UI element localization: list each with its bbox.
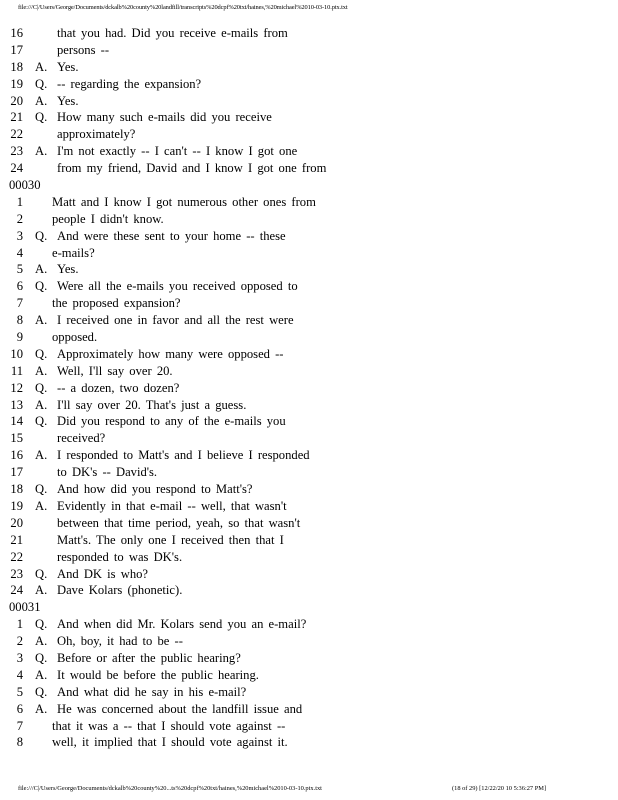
- speaker-label: A.: [35, 498, 48, 513]
- file-path-header: file:///C|/Users/George/Documents/dckalb%20county%20landfill/transcripts%20dcpf%20txt/haines,%20michael%2010-03-10.ptx.txt: [18, 4, 348, 11]
- line-text: responded to was DK's.: [57, 549, 183, 564]
- transcript-line: [0, 464, 618, 481]
- transcript-line: [0, 25, 618, 42]
- speaker-label: Q.: [35, 346, 48, 361]
- transcript-line: [0, 312, 618, 329]
- transcript-line: [0, 329, 618, 346]
- line-text: persons --: [57, 42, 110, 57]
- line-number: 20: [10, 93, 23, 108]
- line-text: -- regarding the expansion?: [57, 76, 202, 91]
- line-text: e-mails?: [52, 245, 95, 260]
- line-text: Were all the e-mails you received opposed to: [57, 279, 298, 294]
- speaker-label: A.: [35, 363, 48, 378]
- line-text: opposed.: [52, 330, 98, 345]
- page-marker: [0, 599, 618, 616]
- line-number: 8: [16, 735, 23, 750]
- page-footer: [18, 785, 598, 792]
- line-text: approximately?: [57, 127, 136, 142]
- transcript-line: [0, 701, 618, 718]
- speaker-label: Q.: [35, 414, 48, 429]
- line-number: 2: [16, 634, 23, 649]
- transcript-line: [0, 566, 618, 583]
- line-number: 13: [10, 397, 23, 412]
- transcript-line: [0, 718, 618, 735]
- line-number: 18: [10, 482, 23, 497]
- line-number: 18: [10, 59, 23, 74]
- line-text: I responded to Matt's and I believe I responded: [57, 448, 310, 463]
- speaker-label: A.: [35, 448, 48, 463]
- speaker-label: A.: [35, 59, 48, 74]
- line-text: the proposed expansion?: [52, 296, 181, 311]
- line-text: received?: [57, 431, 106, 446]
- line-text: It would be before the public hearing.: [57, 667, 259, 682]
- transcript-line: [0, 532, 618, 549]
- line-number: 12: [10, 380, 23, 395]
- transcript-line: [0, 447, 618, 464]
- line-number: 22: [10, 127, 23, 142]
- speaker-label: Q.: [35, 566, 48, 581]
- line-number: 9: [16, 330, 23, 345]
- line-text: well, it implied that I should vote against it.: [52, 735, 288, 750]
- line-text: And were these sent to your home -- these: [57, 228, 286, 243]
- transcript-line: [0, 245, 618, 262]
- line-number: 22: [10, 549, 23, 564]
- line-number: 1: [16, 194, 23, 209]
- line-number: 11: [10, 363, 23, 378]
- line-number: 7: [16, 718, 23, 733]
- line-number: 4: [16, 667, 23, 682]
- line-text: And DK is who?: [57, 566, 149, 581]
- line-text: from my friend, David and I know I got one from: [57, 161, 327, 176]
- transcript-line: [0, 633, 618, 650]
- transcript-line: [0, 734, 618, 751]
- line-number: 6: [16, 279, 23, 294]
- line-text: How many such e-mails did you receive: [57, 110, 272, 125]
- line-number: 1: [16, 617, 23, 632]
- line-text: Matt and I know I got numerous other ones from: [52, 194, 316, 209]
- line-text: And how did you respond to Matt's?: [57, 482, 253, 497]
- line-number: 21: [10, 532, 23, 547]
- line-number: 16: [10, 26, 23, 40]
- line-number: 6: [16, 701, 23, 716]
- speaker-label: Q.: [35, 650, 48, 665]
- line-text: I received one in favor and all the rest were: [57, 313, 294, 328]
- line-number: 3: [16, 650, 23, 665]
- transcript-line: [0, 363, 618, 380]
- line-text: Before or after the public hearing?: [57, 650, 241, 665]
- line-text: I'm not exactly -- I can't -- I know I got one: [57, 144, 298, 159]
- line-number: 14: [10, 414, 23, 429]
- line-text: Yes.: [57, 93, 79, 108]
- line-number: 16: [10, 448, 23, 463]
- line-text: Did you respond to any of the e-mails you: [57, 414, 286, 429]
- speaker-label: Q.: [35, 482, 48, 497]
- speaker-label: Q.: [35, 684, 48, 699]
- line-number: 17: [10, 42, 23, 57]
- line-text: Evidently in that e-mail -- well, that wasn't: [57, 498, 287, 513]
- line-number: 4: [16, 245, 23, 260]
- line-text: Approximately how many were opposed --: [57, 346, 284, 361]
- speaker-label: A.: [35, 583, 48, 598]
- speaker-label: Q.: [35, 76, 48, 91]
- line-text: And when did Mr. Kolars send you an e-mail?: [57, 617, 307, 632]
- speaker-label: A.: [35, 634, 48, 649]
- line-text: Well, I'll say over 20.: [57, 363, 173, 378]
- line-number: 17: [10, 465, 23, 480]
- line-text: -- a dozen, two dozen?: [57, 380, 180, 395]
- line-number: 21: [10, 110, 23, 125]
- line-text: between that time period, yeah, so that wasn't: [57, 515, 301, 530]
- transcript-line: [0, 413, 618, 430]
- speaker-label: Q.: [35, 617, 48, 632]
- transcript-line: [0, 228, 618, 245]
- transcript-body: [0, 25, 618, 751]
- transcript-line: [0, 194, 618, 211]
- line-text: Oh, boy, it had to be --: [57, 634, 183, 649]
- line-number: 19: [10, 76, 23, 91]
- transcript-line: [0, 549, 618, 566]
- transcript-line: [0, 346, 618, 363]
- transcript-line: [0, 126, 618, 143]
- line-number: 7: [16, 296, 23, 311]
- line-number: 19: [10, 498, 23, 513]
- transcript-line: [0, 430, 618, 447]
- speaker-label: Q.: [35, 279, 48, 294]
- line-text: that you had. Did you receive e-mails from: [57, 26, 288, 40]
- line-number: 5: [16, 262, 23, 277]
- line-text: that it was a -- that I should vote against --: [52, 718, 286, 733]
- transcript-line: [0, 616, 618, 633]
- transcript-line: [0, 380, 618, 397]
- transcript-line: [0, 278, 618, 295]
- line-number: 10: [10, 346, 23, 361]
- line-number: 15: [10, 431, 23, 446]
- transcript-line: [0, 397, 618, 414]
- speaker-label: A.: [35, 313, 48, 328]
- line-text: people I didn't know.: [52, 211, 164, 226]
- transcript-line: [0, 42, 618, 59]
- line-number: 23: [10, 144, 23, 159]
- transcript-line: [0, 515, 618, 532]
- transcript-line: [0, 211, 618, 228]
- line-text: Yes.: [57, 262, 79, 277]
- line-text: Yes.: [57, 59, 79, 74]
- transcript-line: [0, 498, 618, 515]
- line-text: And what did he say in his e-mail?: [57, 684, 247, 699]
- line-number: 5: [16, 684, 23, 699]
- transcript-line: [0, 684, 618, 701]
- line-text: Matt's. The only one I received then that I: [57, 532, 284, 547]
- line-text: He was concerned about the landfill issue and: [57, 701, 303, 716]
- transcript-line: [0, 143, 618, 160]
- footer-page-info: (18 of 29) [12/22/20 10 5:36:27 PM]: [452, 785, 547, 792]
- transcript-line: [0, 59, 618, 76]
- speaker-label: A.: [35, 93, 48, 108]
- line-number: 20: [10, 515, 23, 530]
- line-text: Dave Kolars (phonetic).: [57, 583, 183, 598]
- speaker-label: A.: [35, 667, 48, 682]
- line-text: I'll say over 20. That's just a guess.: [57, 397, 247, 412]
- footer-file-path: file:///C|/Users/George/Documents/dckalb%20county%20...ts%20dcpf%20txt/haines,%20michael%2010-03-10.ptx.txt: [18, 785, 322, 792]
- line-number: 2: [16, 211, 23, 226]
- transcript-line: [0, 261, 618, 278]
- speaker-label: Q.: [35, 228, 48, 243]
- transcript-line: [0, 93, 618, 110]
- line-number: 8: [16, 313, 23, 328]
- speaker-label: A.: [35, 701, 48, 716]
- line-number: 24: [10, 583, 23, 598]
- page-marker: [0, 177, 618, 194]
- speaker-label: Q.: [35, 380, 48, 395]
- transcript-line: [0, 582, 618, 599]
- line-number: 24: [10, 161, 23, 176]
- line-number: 3: [16, 228, 23, 243]
- speaker-label: A.: [35, 397, 48, 412]
- line-text: to DK's -- David's.: [57, 465, 158, 480]
- transcript-line: [0, 650, 618, 667]
- transcript-line: [0, 109, 618, 126]
- transcript-line: [0, 295, 618, 312]
- transcript-line: [0, 667, 618, 684]
- speaker-label: A.: [35, 262, 48, 277]
- page-number: 00030: [9, 178, 41, 193]
- page-number: 00031: [9, 600, 41, 615]
- transcript-line: [0, 160, 618, 177]
- line-number: 23: [10, 566, 23, 581]
- speaker-label: Q.: [35, 110, 48, 125]
- transcript-line: [0, 76, 618, 93]
- transcript-line: [0, 481, 618, 498]
- speaker-label: A.: [35, 144, 48, 159]
